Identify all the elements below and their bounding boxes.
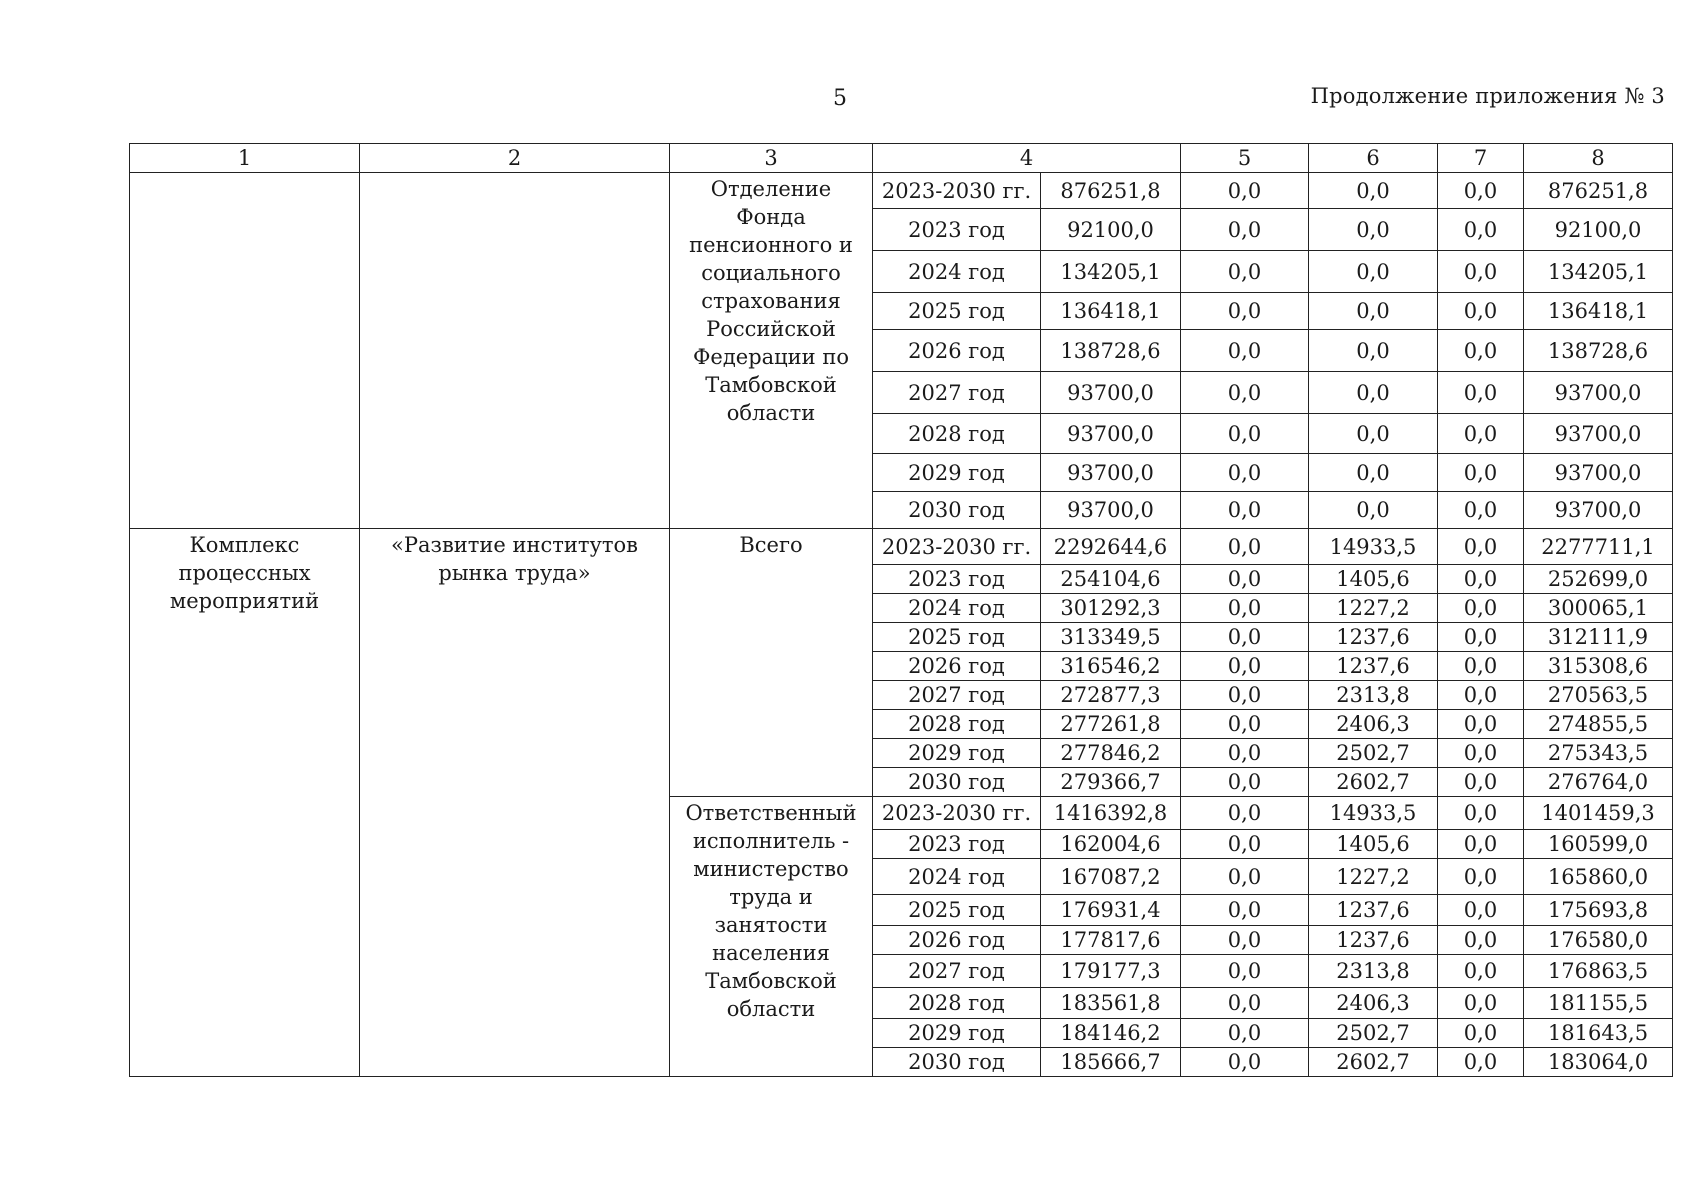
cell-total: 136418,1 <box>1041 293 1181 330</box>
cell-col5: 0,0 <box>1181 1019 1309 1048</box>
cell-period: 2024 год <box>873 859 1041 895</box>
cell-total: 179177,3 <box>1041 955 1181 988</box>
cell-col8: 93700,0 <box>1524 372 1673 414</box>
cell-total: 93700,0 <box>1041 414 1181 454</box>
cell-col6: 1227,2 <box>1309 859 1438 895</box>
cell-col6: 0,0 <box>1309 209 1438 251</box>
cell-total: 162004,6 <box>1041 830 1181 859</box>
cell-period: 2023 год <box>873 209 1041 251</box>
cell-col6: 2406,3 <box>1309 988 1438 1019</box>
cell-col7: 0,0 <box>1438 1048 1524 1077</box>
cell-col7: 0,0 <box>1438 529 1524 565</box>
cell-program-name: «Развитие институтов рынка труда» <box>360 529 670 1077</box>
cell-col7: 0,0 <box>1438 565 1524 594</box>
cell-col5: 0,0 <box>1181 414 1309 454</box>
cell-col8: 93700,0 <box>1524 414 1673 454</box>
cell-col6: 0,0 <box>1309 330 1438 372</box>
column-header-2: 2 <box>360 144 670 173</box>
cell-col6: 0,0 <box>1309 173 1438 209</box>
cell-period: 2026 год <box>873 926 1041 955</box>
cell-col8: 160599,0 <box>1524 830 1673 859</box>
cell-period: 2030 год <box>873 1048 1041 1077</box>
cell-period: 2025 год <box>873 895 1041 926</box>
cell-col6: 0,0 <box>1309 492 1438 529</box>
cell-col5: 0,0 <box>1181 209 1309 251</box>
cell-col5: 0,0 <box>1181 895 1309 926</box>
cell-period: 2026 год <box>873 330 1041 372</box>
column-header-5: 5 <box>1181 144 1309 173</box>
cell-col8: 93700,0 <box>1524 454 1673 492</box>
cell-col7: 0,0 <box>1438 926 1524 955</box>
cell-col7: 0,0 <box>1438 330 1524 372</box>
cell-total: 183561,8 <box>1041 988 1181 1019</box>
cell-total: 92100,0 <box>1041 209 1181 251</box>
cell-total: 176931,4 <box>1041 895 1181 926</box>
cell-col6: 0,0 <box>1309 454 1438 492</box>
column-header-4: 4 <box>873 144 1181 173</box>
cell-col8: 183064,0 <box>1524 1048 1673 1077</box>
cell-total: 316546,2 <box>1041 652 1181 681</box>
cell-period: 2023-2030 гг. <box>873 173 1041 209</box>
column-header-8: 8 <box>1524 144 1673 173</box>
cell-col5: 0,0 <box>1181 251 1309 293</box>
cell-period: 2029 год <box>873 1019 1041 1048</box>
cell-total: 138728,6 <box>1041 330 1181 372</box>
cell-col6: 0,0 <box>1309 251 1438 293</box>
cell-col8: 312111,9 <box>1524 623 1673 652</box>
cell-col7: 0,0 <box>1438 594 1524 623</box>
cell-col7: 0,0 <box>1438 414 1524 454</box>
cell-col7: 0,0 <box>1438 1019 1524 1048</box>
cell-col8: 274855,5 <box>1524 710 1673 739</box>
cell-col6: 1237,6 <box>1309 652 1438 681</box>
cell-col8: 134205,1 <box>1524 251 1673 293</box>
table-row <box>130 529 1673 565</box>
cell-col7: 0,0 <box>1438 681 1524 710</box>
cell-total: 1416392,8 <box>1041 797 1181 830</box>
cell-col7: 0,0 <box>1438 173 1524 209</box>
cell-col7: 0,0 <box>1438 492 1524 529</box>
cell-col7: 0,0 <box>1438 209 1524 251</box>
cell-period: 2025 год <box>873 623 1041 652</box>
cell-col7: 0,0 <box>1438 454 1524 492</box>
cell-col8: 276764,0 <box>1524 768 1673 797</box>
cell-total: 279366,7 <box>1041 768 1181 797</box>
cell-period: 2024 год <box>873 594 1041 623</box>
column-header-1: 1 <box>130 144 360 173</box>
cell-col5: 0,0 <box>1181 926 1309 955</box>
cell-col6: 1227,2 <box>1309 594 1438 623</box>
cell-col5: 0,0 <box>1181 623 1309 652</box>
cell-col8: 181643,5 <box>1524 1019 1673 1048</box>
cell-col6: 2602,7 <box>1309 768 1438 797</box>
appendix-continuation-note: Продолжение приложения № 3 <box>1310 84 1665 108</box>
cell-col6: 1237,6 <box>1309 623 1438 652</box>
cell-total: 254104,6 <box>1041 565 1181 594</box>
cell-col8: 136418,1 <box>1524 293 1673 330</box>
cell-col7: 0,0 <box>1438 710 1524 739</box>
cell-col7: 0,0 <box>1438 988 1524 1019</box>
cell-col8: 2277711,1 <box>1524 529 1673 565</box>
cell-col5: 0,0 <box>1181 955 1309 988</box>
cell-col7: 0,0 <box>1438 251 1524 293</box>
column-header-6: 6 <box>1309 144 1438 173</box>
cell-col6: 2502,7 <box>1309 739 1438 768</box>
cell-col5: 0,0 <box>1181 681 1309 710</box>
cell-period: 2029 год <box>873 454 1041 492</box>
cell-period: 2030 год <box>873 492 1041 529</box>
cell-col7: 0,0 <box>1438 955 1524 988</box>
cell-period: 2027 год <box>873 681 1041 710</box>
cell-col7: 0,0 <box>1438 739 1524 768</box>
cell-period: 2028 год <box>873 710 1041 739</box>
cell-total: 185666,7 <box>1041 1048 1181 1077</box>
cell-total: 93700,0 <box>1041 454 1181 492</box>
cell-col5: 0,0 <box>1181 710 1309 739</box>
cell-col8: 175693,8 <box>1524 895 1673 926</box>
cell-col7: 0,0 <box>1438 652 1524 681</box>
column-number-row <box>130 144 1673 173</box>
cell-col8: 181155,5 <box>1524 988 1673 1019</box>
cell-col7: 0,0 <box>1438 372 1524 414</box>
cell-period: 2023-2030 гг. <box>873 797 1041 830</box>
cell-col8: 275343,5 <box>1524 739 1673 768</box>
cell-executor: Ответственный исполнитель - министерство труда и занятости населения Тамбовской области <box>670 797 873 1077</box>
cell-col6: 0,0 <box>1309 293 1438 330</box>
cell-col8: 300065,1 <box>1524 594 1673 623</box>
cell-total: 2292644,6 <box>1041 529 1181 565</box>
cell-period: 2023-2030 гг. <box>873 529 1041 565</box>
cell-program-type: Комплекс процессных мероприятий <box>130 529 360 1077</box>
cell-period: 2023 год <box>873 830 1041 859</box>
column-header-7: 7 <box>1438 144 1524 173</box>
cell-col6: 1237,6 <box>1309 895 1438 926</box>
cell-col8: 176863,5 <box>1524 955 1673 988</box>
cell-total: 277846,2 <box>1041 739 1181 768</box>
cell-col8: 176580,0 <box>1524 926 1673 955</box>
cell-col7: 0,0 <box>1438 895 1524 926</box>
cell-period: 2026 год <box>873 652 1041 681</box>
cell-total: 313349,5 <box>1041 623 1181 652</box>
cell-period: 2029 год <box>873 739 1041 768</box>
cell-col5: 0,0 <box>1181 768 1309 797</box>
cell-col5: 0,0 <box>1181 529 1309 565</box>
cell-total: 134205,1 <box>1041 251 1181 293</box>
cell-col5: 0,0 <box>1181 492 1309 529</box>
cell-col8: 92100,0 <box>1524 209 1673 251</box>
cell-col5: 0,0 <box>1181 372 1309 414</box>
cell-col5: 0,0 <box>1181 330 1309 372</box>
cell-period: 2024 год <box>873 251 1041 293</box>
cell-period: 2027 год <box>873 955 1041 988</box>
cell-col8: 165860,0 <box>1524 859 1673 895</box>
funding-table <box>129 143 1673 1077</box>
cell-col5: 0,0 <box>1181 293 1309 330</box>
cell-total-label: Всего <box>670 529 873 797</box>
cell-col8: 93700,0 <box>1524 492 1673 529</box>
cell-period: 2023 год <box>873 565 1041 594</box>
cell-program-name <box>360 173 670 529</box>
cell-col6: 2502,7 <box>1309 1019 1438 1048</box>
cell-col6: 0,0 <box>1309 414 1438 454</box>
cell-col7: 0,0 <box>1438 293 1524 330</box>
cell-period: 2025 год <box>873 293 1041 330</box>
cell-col8: 270563,5 <box>1524 681 1673 710</box>
cell-total: 93700,0 <box>1041 492 1181 529</box>
cell-col8: 1401459,3 <box>1524 797 1673 830</box>
table-row <box>130 173 1673 209</box>
cell-executor: Отделение Фонда пенсионного и социального страхования Российской Федерации по Тамбовской области <box>670 173 873 529</box>
cell-col5: 0,0 <box>1181 797 1309 830</box>
page-number: 5 <box>833 86 847 111</box>
cell-col5: 0,0 <box>1181 988 1309 1019</box>
cell-col8: 315308,6 <box>1524 652 1673 681</box>
cell-col7: 0,0 <box>1438 623 1524 652</box>
cell-col5: 0,0 <box>1181 454 1309 492</box>
cell-total: 876251,8 <box>1041 173 1181 209</box>
cell-col6: 1237,6 <box>1309 926 1438 955</box>
cell-col8: 876251,8 <box>1524 173 1673 209</box>
cell-total: 301292,3 <box>1041 594 1181 623</box>
cell-period: 2030 год <box>873 768 1041 797</box>
cell-col6: 1405,6 <box>1309 565 1438 594</box>
cell-total: 277261,8 <box>1041 710 1181 739</box>
cell-total: 93700,0 <box>1041 372 1181 414</box>
cell-total: 272877,3 <box>1041 681 1181 710</box>
cell-col6: 1405,6 <box>1309 830 1438 859</box>
cell-col7: 0,0 <box>1438 830 1524 859</box>
cell-program-type <box>130 173 360 529</box>
cell-col7: 0,0 <box>1438 797 1524 830</box>
cell-period: 2028 год <box>873 988 1041 1019</box>
cell-col5: 0,0 <box>1181 594 1309 623</box>
cell-col6: 2313,8 <box>1309 955 1438 988</box>
cell-col8: 252699,0 <box>1524 565 1673 594</box>
cell-col6: 14933,5 <box>1309 797 1438 830</box>
cell-col6: 14933,5 <box>1309 529 1438 565</box>
cell-period: 2027 год <box>873 372 1041 414</box>
cell-col5: 0,0 <box>1181 739 1309 768</box>
cell-col5: 0,0 <box>1181 173 1309 209</box>
cell-period: 2028 год <box>873 414 1041 454</box>
cell-col5: 0,0 <box>1181 652 1309 681</box>
table-body <box>130 173 1673 1077</box>
column-header-3: 3 <box>670 144 873 173</box>
cell-col7: 0,0 <box>1438 768 1524 797</box>
cell-col8: 138728,6 <box>1524 330 1673 372</box>
cell-col7: 0,0 <box>1438 859 1524 895</box>
cell-total: 167087,2 <box>1041 859 1181 895</box>
cell-col6: 2313,8 <box>1309 681 1438 710</box>
cell-col5: 0,0 <box>1181 1048 1309 1077</box>
cell-col5: 0,0 <box>1181 859 1309 895</box>
cell-col6: 0,0 <box>1309 372 1438 414</box>
cell-col5: 0,0 <box>1181 565 1309 594</box>
cell-col6: 2406,3 <box>1309 710 1438 739</box>
cell-total: 184146,2 <box>1041 1019 1181 1048</box>
cell-col6: 2602,7 <box>1309 1048 1438 1077</box>
cell-col5: 0,0 <box>1181 830 1309 859</box>
cell-total: 177817,6 <box>1041 926 1181 955</box>
